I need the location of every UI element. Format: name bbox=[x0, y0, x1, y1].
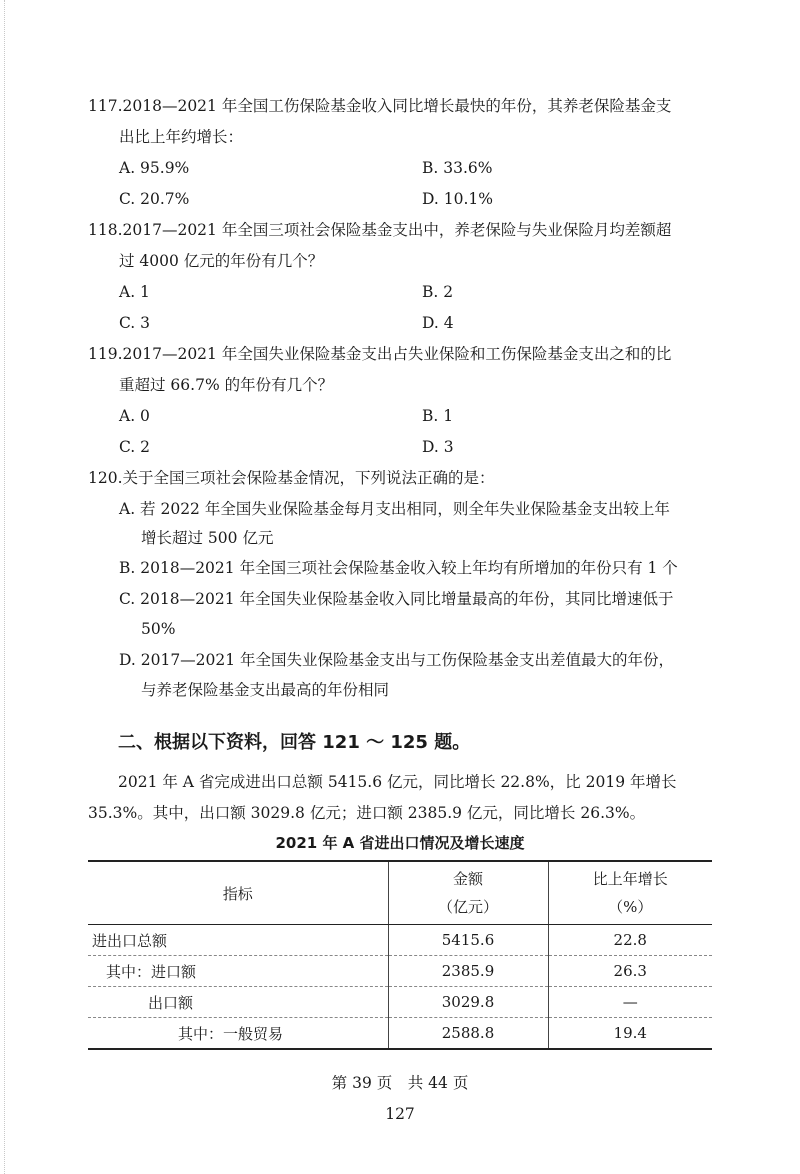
option-c-continued: 50% bbox=[141, 620, 176, 638]
option-b: B. 2018—2021 年全国三项社会保险基金收入较上年均有所增加的年份只有 1 个 bbox=[119, 559, 678, 577]
row-growth: — bbox=[548, 987, 712, 1018]
question-117-line2: 出比上年约增长： bbox=[119, 128, 244, 146]
question-text: 2017—2021 年全国失业保险基金支出占失业保险和工伤保险基金支出之和的比 bbox=[122, 345, 672, 363]
option-a: A. 0 bbox=[119, 407, 150, 425]
question-119-line2: 重超过 66.7% 的年份有几个？ bbox=[119, 376, 334, 394]
header-amount bbox=[388, 861, 548, 925]
row-amount: 2385.9 bbox=[388, 956, 548, 987]
page-number: 127 bbox=[385, 1105, 415, 1123]
option-b: B. 2 bbox=[422, 283, 454, 301]
question-117 bbox=[88, 96, 728, 116]
question-number: 119. bbox=[88, 345, 123, 363]
table-row bbox=[88, 925, 712, 956]
question-number: 117. bbox=[88, 97, 123, 115]
table-row bbox=[88, 1018, 712, 1050]
header-growth bbox=[548, 861, 712, 925]
table-row bbox=[88, 987, 712, 1018]
option-c: C. 3 bbox=[119, 314, 151, 332]
option-a: A. 1 bbox=[119, 283, 150, 301]
row-amount: 5415.6 bbox=[388, 925, 548, 956]
row-indicator: 其中：进口额 bbox=[88, 956, 388, 987]
material-paragraph-line1: 2021 年 A 省完成进出口总额 5415.6 亿元，同比增长 22.8%，比 2019 年增长 bbox=[118, 773, 677, 791]
row-indicator: 出口额 bbox=[88, 987, 388, 1018]
table-title: 2021 年 A 省进出口情况及增长速度 bbox=[275, 834, 525, 852]
option-d: D. 4 bbox=[422, 314, 454, 332]
header-amount-label: 金额 bbox=[452, 870, 483, 888]
question-text: 2018—2021 年全国工伤保险基金收入同比增长最快的年份，其养老保险基金支 bbox=[122, 97, 672, 115]
section-title: 二、根据以下资料，回答 121 ～ 125 题。 bbox=[118, 732, 471, 753]
option-c: C. 2018—2021 年全国失业保险基金收入同比增量最高的年份，其同比增速低于 bbox=[119, 590, 674, 608]
option-b: B. 33.6% bbox=[422, 159, 493, 177]
option-d: D. 2017—2021 年全国失业保险基金支出与工伤保险基金支出差值最大的年份， bbox=[119, 651, 675, 669]
question-118 bbox=[88, 220, 728, 240]
header-growth-label: 比上年增长 bbox=[592, 870, 668, 888]
material-paragraph-line2: 35.3%。其中，出口额 3029.8 亿元；进口额 2385.9 亿元，同比增长 26.3%。 bbox=[88, 804, 646, 822]
question-119 bbox=[88, 344, 728, 364]
row-amount: 2588.8 bbox=[388, 1018, 548, 1050]
row-indicator: 其中：一般贸易 bbox=[88, 1018, 388, 1050]
question-number: 120. bbox=[88, 469, 123, 487]
header-indicator: 指标 bbox=[88, 861, 388, 925]
option-d: D. 3 bbox=[422, 438, 454, 456]
row-amount: 3029.8 bbox=[388, 987, 548, 1018]
table-header-row bbox=[88, 861, 712, 925]
row-growth: 26.3 bbox=[548, 956, 712, 987]
row-indicator: 进出口总额 bbox=[88, 925, 388, 956]
row-growth: 22.8 bbox=[548, 925, 712, 956]
question-118-line2: 过 4000 亿元的年份有几个？ bbox=[119, 252, 324, 270]
option-a: A. 95.9% bbox=[119, 159, 190, 177]
page-info: 第 39 页 共 44 页 bbox=[331, 1074, 469, 1092]
question-text: 关于全国三项社会保险基金情况，下列说法正确的是： bbox=[122, 469, 495, 487]
question-120 bbox=[88, 468, 728, 488]
option-d-continued: 与养老保险基金支出最高的年份相同 bbox=[141, 681, 390, 699]
option-c: C. 2 bbox=[119, 438, 151, 456]
binding-edge-dots bbox=[4, 0, 15, 1174]
table-row bbox=[88, 956, 712, 987]
option-d: D. 10.1% bbox=[422, 190, 493, 208]
trade-data-table bbox=[88, 860, 712, 1050]
row-growth: 19.4 bbox=[548, 1018, 712, 1050]
option-a: A. 若 2022 年全国失业保险基金每月支出相同，则全年失业保险基金支出较上年 bbox=[119, 500, 670, 518]
question-text: 2017—2021 年全国三项社会保险基金支出中，养老保险与失业保险月均差额超 bbox=[122, 221, 672, 239]
option-c: C. 20.7% bbox=[119, 190, 190, 208]
header-growth-unit: （%） bbox=[608, 898, 653, 916]
option-b: B. 1 bbox=[422, 407, 454, 425]
option-a-continued: 增长超过 500 亿元 bbox=[141, 529, 274, 547]
header-amount-unit: （亿元） bbox=[437, 898, 498, 916]
question-number: 118. bbox=[88, 221, 123, 239]
